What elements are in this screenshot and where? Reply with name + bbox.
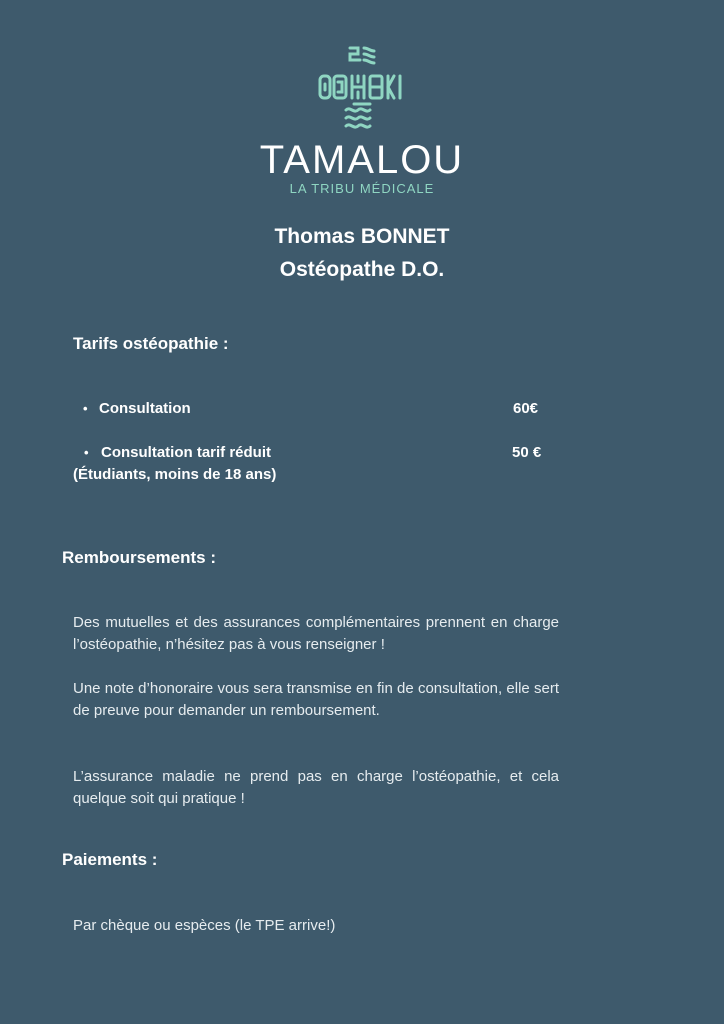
- paiements-text: Par chèque ou espèces (le TPE arrive!): [73, 917, 336, 934]
- tarif-price-consultation: 60€: [513, 400, 539, 417]
- bullet-icon: •: [83, 401, 88, 416]
- tarifs-heading: Tarifs ostéopathie :: [73, 334, 229, 353]
- tarif-price-reduced: 50 €: [512, 444, 542, 461]
- tarif-note-reduced: (Étudiants, moins de 18 ans): [73, 466, 277, 483]
- doctor-name: Thomas BONNET: [274, 225, 450, 248]
- remboursements-paragraph: L’assurance maladie ne prend pas en charge l’ostéopathie, et cela quelque soit qui pratique !: [73, 768, 559, 807]
- tarif-label-consultation: Consultation: [99, 400, 191, 417]
- remboursements-heading: Remboursements :: [62, 548, 216, 567]
- paiements-heading: Paiements :: [62, 850, 158, 869]
- bullet-icon: •: [84, 445, 89, 460]
- brand-name: TAMALOU: [259, 138, 465, 182]
- brand-tagline: LA TRIBU MÉDICALE: [289, 181, 435, 196]
- tarif-label-reduced: Consultation tarif réduit: [101, 444, 271, 461]
- tamalou-cross-logo-icon: [316, 44, 408, 136]
- doctor-title: Ostéopathe D.O.: [279, 258, 445, 281]
- remboursements-paragraph: Une note d’honoraire vous sera transmise en fin de consultation, elle sert de preuve pour demander un remboursement.: [73, 680, 559, 719]
- remboursements-paragraph: Des mutuelles et des assurances complémentaires prennent en charge l’ostéopathie, n’hésitez pas à vous renseigner !: [73, 614, 559, 653]
